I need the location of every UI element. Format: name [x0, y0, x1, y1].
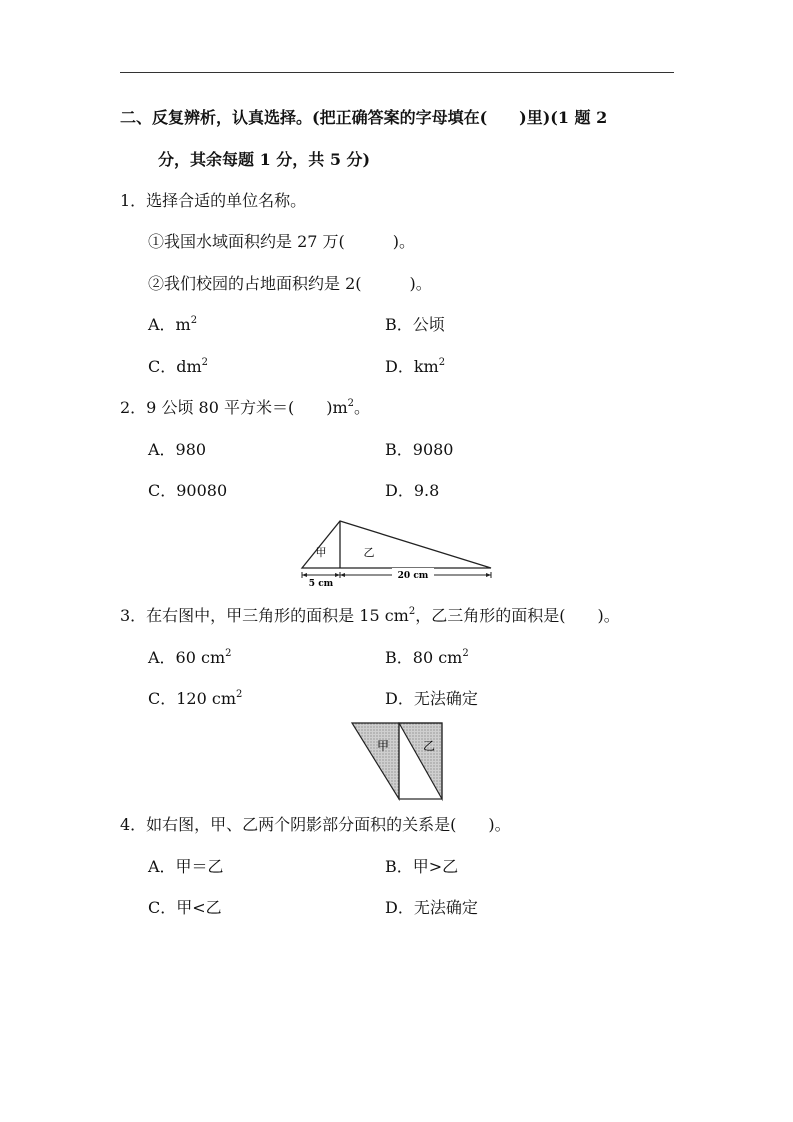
q1-option-b[interactable]	[385, 315, 445, 335]
q3-stem-prefix: 3．在右图中，甲三角形的面积是 15 cm	[120, 606, 409, 625]
q3-option-a-sup: 2	[225, 647, 232, 659]
q4-stem: 4．如右图，甲、乙两个阴影部分面积的关系是( )。	[120, 815, 511, 834]
q4-option-a[interactable]: A．甲＝乙	[148, 857, 224, 876]
q4-option-d[interactable]: D．无法确定	[385, 898, 478, 917]
q1-sub1: ①我国水域面积约是 27 万( )。	[148, 232, 416, 251]
section-title-line1: 二、反复辨析，认真选择。(把正确答案的字母填在( )里)(1 题 2	[120, 108, 608, 127]
q2-option-d[interactable]: D．9.8	[385, 481, 440, 500]
q1-option-d-sup: 2	[438, 356, 446, 368]
q1-option-d[interactable]	[385, 357, 445, 377]
q3-option-d-label: D．无法确定	[385, 689, 478, 708]
outer-triangle	[302, 521, 491, 568]
top-rule	[120, 72, 674, 73]
q3-stem-sup: 2	[408, 605, 416, 617]
q1-option-a-label: A．m	[148, 315, 191, 334]
figure1-dim-5cm: 5 cm	[308, 579, 334, 588]
q3-option-a-label: A．60 cm	[148, 648, 226, 667]
triangle-figure	[296, 516, 496, 588]
q1-stem: 1．选择合适的单位名称。	[120, 191, 307, 210]
figure1-dim-20cm: 20 cm	[397, 571, 429, 581]
q2-option-b[interactable]: B．9080	[385, 440, 454, 459]
q3-option-d[interactable]	[385, 689, 478, 709]
q4-option-c[interactable]: C．甲<乙	[148, 898, 222, 917]
figure2-label-jia: 甲	[376, 739, 390, 753]
q3-option-b[interactable]	[385, 648, 469, 668]
q2-stem-suffix: 。	[354, 398, 371, 417]
q4-option-b[interactable]: B．甲>乙	[385, 857, 459, 876]
q3-stem-suffix: ，乙三角形的面积是( )。	[415, 606, 620, 625]
q3-option-b-sup: 2	[462, 647, 469, 659]
q3-option-a[interactable]	[148, 648, 232, 668]
q1-option-b-label: B．公顷	[385, 315, 445, 334]
q3-option-c-sup: 2	[236, 688, 243, 700]
q1-sub2: ②我们校园的占地面积约是 2( )。	[148, 274, 432, 293]
q3-option-c[interactable]	[148, 689, 242, 709]
q2-stem	[120, 398, 370, 418]
figure1-label-jia: 甲	[315, 546, 327, 559]
shaded-figure	[349, 720, 445, 802]
shaded-triangle-jia	[352, 723, 399, 799]
q1-option-d-label: D．km	[385, 357, 439, 376]
shaded-triangle-yi	[399, 723, 442, 799]
section-title-line2: 分，其余每题 1 分，共 5 分)	[158, 150, 371, 169]
q1-option-a-sup: 2	[190, 314, 198, 326]
q3-option-c-label: C．120 cm	[148, 689, 237, 708]
q2-stem-prefix: 2．9 公顷 80 平方米＝( )m	[120, 398, 348, 417]
q3-stem	[120, 606, 620, 626]
figure2-label-yi: 乙	[422, 739, 436, 753]
q1-option-a[interactable]	[148, 315, 197, 335]
q1-option-c-sup: 2	[201, 356, 209, 368]
q2-option-a[interactable]: A．980	[148, 440, 207, 459]
q3-option-b-label: B．80 cm	[385, 648, 463, 667]
q2-stem-sup: 2	[347, 397, 355, 409]
figure1-label-yi: 乙	[363, 546, 375, 559]
q2-option-c[interactable]: C．90080	[148, 481, 228, 500]
q1-option-c[interactable]	[148, 357, 208, 377]
q1-option-c-label: C．dm	[148, 357, 202, 376]
